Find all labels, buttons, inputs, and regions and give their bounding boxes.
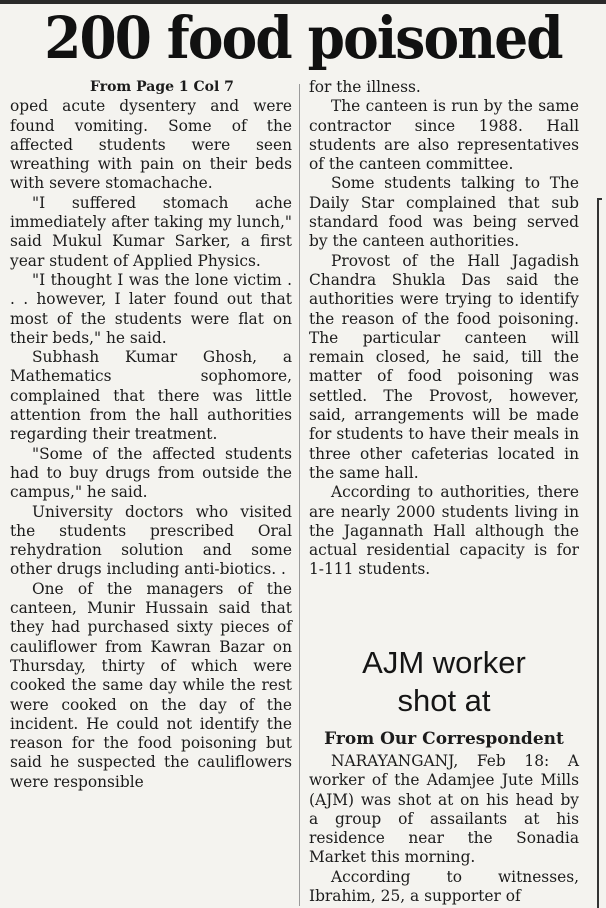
story2-headline-line2: shot at: [397, 683, 491, 718]
paragraph: According to authorities, there are nearly 2000 students living in the Jagannath Hall although the actual residential capacity is for 1-111 students.: [309, 483, 579, 579]
paragraph: The canteen is run by the same contractor since 1988. Hall students are also representatives of the canteen committee.: [309, 97, 579, 174]
column-1: [10, 78, 292, 792]
paragraph: Subhash Kumar Ghosh, a Mathematics sophomore, complained that there was little attention from the hall authorities regarding their treatment.: [10, 348, 292, 444]
story2-headline-line1: AJM worker: [362, 645, 526, 680]
paragraph: Some students talking to The Daily Star complained that sub standard food was being served by the canteen authorities.: [309, 174, 579, 251]
column-2: [309, 78, 579, 580]
paragraph: University doctors who visited the students prescribed Oral rehydration solution and some other drugs including anti-biotics. .: [10, 502, 292, 579]
page-edge-bracket: [597, 198, 602, 908]
paragraph: According to witnesses, Ibrahim, 25, a supporter of: [309, 867, 579, 906]
paragraph: "I thought I was the lone victim . . . however, I later found out that most of the students were flat on their beds," he said.: [10, 270, 292, 347]
paragraph: for the illness.: [309, 78, 421, 96]
paragraph: oped acute dysentery and were found vomiting. Some of the affected students were seen wreathing with pain on their beds with severe stomachache.: [10, 97, 292, 193]
story2-body: [309, 752, 579, 906]
column-divider: [299, 84, 300, 906]
jump-line: From Page 1 Col 7: [90, 79, 234, 95]
paragraph: "Some of the affected students had to buy drugs from outside the campus," he said.: [10, 444, 292, 502]
paragraph: "I suffered stomach ache immediately after taking my lunch," said Mukul Kumar Sarker, a first year student of Applied Physics.: [10, 193, 292, 270]
paragraph: One of the managers of the canteen, Munir Hussain said that they had purchased sixty pieces of cauliflower from Kawran Bazar on Thursday, thirty of which were cooked the same day while the rest were cooked on the day of the incident. He could not identify the reason for the food poisoning but said he suspected the cauliflowers were responsible: [10, 579, 292, 791]
story2-byline: From Our Correspondent: [324, 729, 564, 749]
paragraph: Provost of the Hall Jagadish Chandra Shukla Das said the authorities were trying to identify the reason of the food poisoning. The particular canteen will remain closed, he said, till the matter of food poisoning was settled. The Provost, however, said, arrangements will be made for students to have their meals in three other cafeterias located in the same hall.: [309, 251, 579, 482]
paragraph: NARAYANGANJ, Feb 18: A worker of the Adamjee Jute Mills (AJM) was shot at on his head by a group of assailants at his residence near the Sonadia Market this morning.: [309, 752, 579, 867]
headline: 200 food poisoned: [44, 4, 562, 72]
